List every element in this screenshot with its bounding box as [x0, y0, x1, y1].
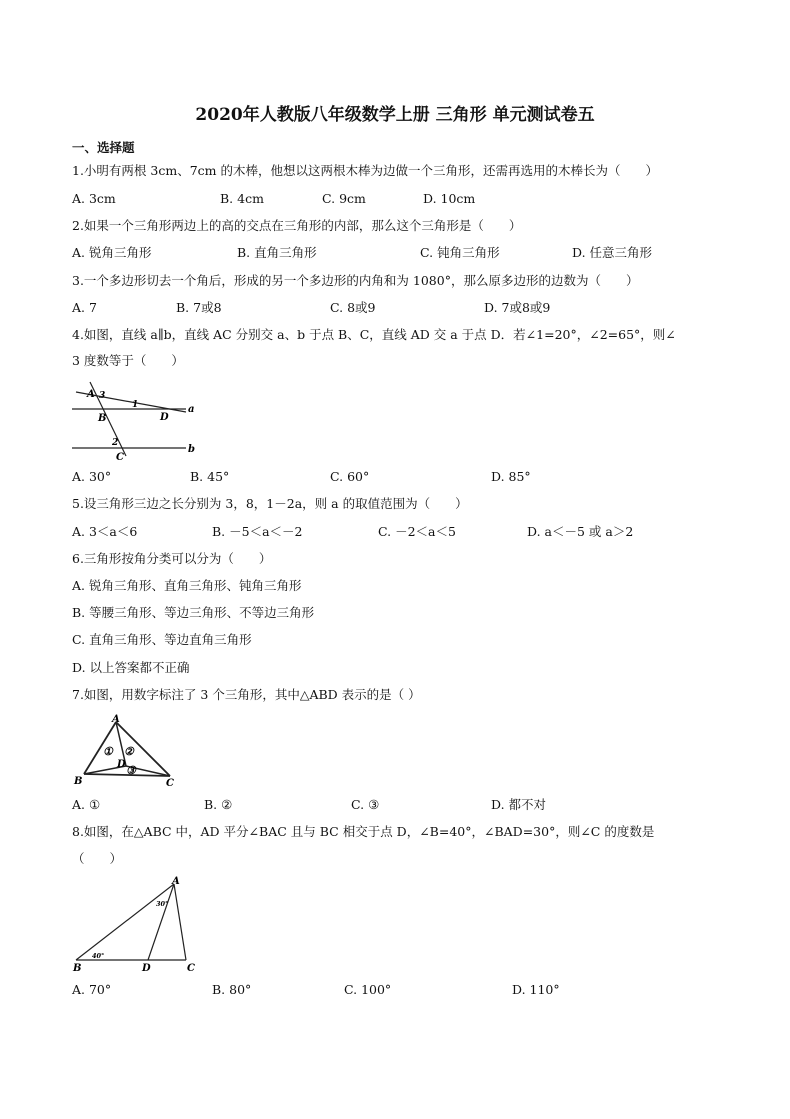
question-2-stem: 2.如果一个三角形两边上的高的交点在三角形的内部，那么这个三角形是（ ） [72, 218, 522, 233]
label-c-vertex: C [187, 963, 195, 974]
question-5-stem: 5.设三角形三边之长分别为 3，8，1－2a，则 a 的取值范围为（ ） [72, 496, 468, 511]
q4-option-d[interactable]: D. 85° [491, 469, 531, 484]
q4-option-b[interactable]: B. 45° [190, 469, 230, 484]
page-title: 2020年人教版八年级数学上册 三角形 单元测试卷五 [195, 105, 595, 125]
q4-option-a[interactable]: A. 30° [72, 469, 112, 484]
q8-option-d[interactable]: D. 110° [512, 982, 560, 997]
label-angle-30: 30° [156, 900, 169, 908]
label-a-point: A [87, 389, 95, 400]
label-2: 2 [112, 438, 119, 448]
q1-option-c[interactable]: C. 9cm [322, 191, 366, 206]
line-ac [90, 382, 126, 456]
label-b-vertex: B [73, 963, 82, 974]
q6-option-a[interactable]: A. 锐角三角形、直角三角形、钝角三角形 [72, 578, 302, 593]
q6-option-d[interactable]: D. 以上答案都不正确 [72, 660, 190, 675]
label-line-b: b [188, 444, 195, 455]
label-b-point: B [98, 413, 107, 424]
segment-ad [148, 884, 174, 960]
label-d-vertex: D [117, 759, 126, 770]
label-d-point: D [160, 412, 169, 423]
question-4-stem-line2: 3 度数等于（ ） [72, 353, 184, 368]
q8-option-c[interactable]: C. 100° [344, 982, 392, 997]
label-1: 1 [132, 400, 139, 410]
q3-option-c[interactable]: C. 8或9 [330, 300, 376, 315]
q7-figure [72, 712, 184, 788]
q1-option-d[interactable]: D. 10cm [423, 191, 476, 206]
q7-option-b[interactable]: B. ② [204, 797, 233, 812]
q8-option-a[interactable]: A. 70° [72, 982, 112, 997]
q8-figure [70, 876, 200, 974]
label-a-vertex: A [112, 714, 120, 725]
q5-option-d[interactable]: D. a＜－5 或 a＞2 [527, 524, 634, 539]
question-4-stem-line1: 4.如图，直线 a∥b，直线 AC 分别交 a、b 于点 B、C，直线 AD 交 a 于点 D．若∠1=20°，∠2=65°，则∠ [72, 327, 676, 342]
label-d-vertex: D [142, 963, 151, 974]
label-region-2: ② [124, 745, 134, 758]
section-heading: 一、选择题 [72, 140, 135, 155]
label-c-vertex: C [166, 778, 174, 788]
q5-option-a[interactable]: A. 3＜a＜6 [72, 524, 138, 539]
side-ab [76, 884, 174, 960]
q3-option-b[interactable]: B. 7或8 [176, 300, 222, 315]
q4-option-c[interactable]: C. 60° [330, 469, 370, 484]
q5-option-b[interactable]: B. －5＜a＜－2 [212, 524, 303, 539]
q6-option-b[interactable]: B. 等腰三角形、等边三角形、不等边三角形 [72, 605, 315, 620]
question-8-stem-line2: （ ） [72, 851, 123, 866]
q7-option-a[interactable]: A. ① [72, 797, 101, 812]
q5-option-c[interactable]: C. －2＜a＜5 [378, 524, 456, 539]
label-a-vertex: A [172, 876, 180, 887]
q1-option-a[interactable]: A. 3cm [72, 191, 116, 206]
label-angle-40: 40° [92, 952, 105, 960]
question-3-stem: 3.一个多边形切去一个角后，形成的另一个多边形的内角和为 1080°，那么原多边形的边数为（ ） [72, 273, 639, 288]
q3-option-a[interactable]: A. 7 [72, 300, 97, 315]
q7-option-d[interactable]: D. 都不对 [491, 797, 547, 812]
label-region-1: ① [103, 745, 113, 758]
label-b-vertex: B [74, 776, 83, 787]
label-3: 3 [99, 391, 106, 401]
q2-option-c[interactable]: C. 钝角三角形 [420, 245, 500, 260]
q8-option-b[interactable]: B. 80° [212, 982, 252, 997]
question-6-stem: 6.三角形按角分类可以分为（ ） [72, 551, 272, 566]
q2-option-b[interactable]: B. 直角三角形 [237, 245, 317, 260]
question-8-stem-line1: 8.如图，在△ABC 中，AD 平分∠BAC 且与 BC 相交于点 D，∠B=40°，∠BAD=30°，则∠C 的度数是 [72, 824, 655, 839]
q4-figure [68, 376, 198, 460]
q1-option-b[interactable]: B. 4cm [220, 191, 264, 206]
question-7-stem: 7.如图，用数字标注了 3 个三角形，其中△ABD 表示的是（ ） [72, 687, 421, 702]
label-c-point: C [116, 452, 124, 460]
label-region-3: ③ [126, 764, 136, 777]
side-ac [174, 884, 186, 960]
q2-option-a[interactable]: A. 锐角三角形 [72, 245, 152, 260]
question-1-stem: 1.小明有两根 3cm、7cm 的木棒，他想以这两根木棒为边做一个三角形，还需再选用的木棒长为（ ） [72, 163, 658, 178]
q2-option-d[interactable]: D. 任意三角形 [572, 245, 653, 260]
q7-option-c[interactable]: C. ③ [351, 797, 380, 812]
label-line-a: a [188, 404, 195, 415]
q6-option-c[interactable]: C. 直角三角形、等边直角三角形 [72, 632, 252, 647]
q3-option-d[interactable]: D. 7或8或9 [484, 300, 551, 315]
